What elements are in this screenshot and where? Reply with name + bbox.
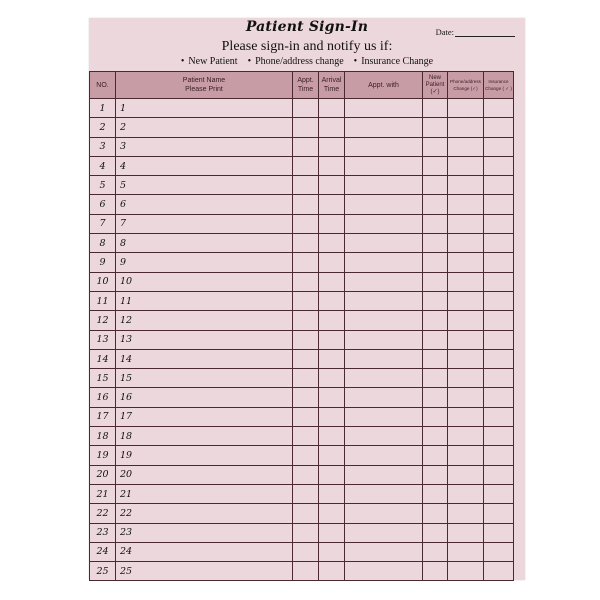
row-number: 10 <box>90 272 116 291</box>
arrival-time-cell[interactable] <box>319 388 345 407</box>
appt-with-cell[interactable] <box>345 118 423 137</box>
patient-name-cell[interactable]: 3 <box>116 137 293 156</box>
insurance-change-check-cell[interactable] <box>484 195 514 214</box>
patient-name-cell[interactable]: 19 <box>116 446 293 465</box>
appt-with-cell[interactable] <box>345 291 423 310</box>
new-patient-check-cell[interactable] <box>423 234 448 253</box>
arrival-time-cell[interactable] <box>319 446 345 465</box>
appt-with-cell[interactable] <box>345 446 423 465</box>
table-row <box>90 427 514 446</box>
appt-time-cell[interactable] <box>293 465 319 484</box>
row-number: 3 <box>90 137 116 156</box>
phone-change-check-cell[interactable] <box>448 427 484 446</box>
row-number: 6 <box>90 195 116 214</box>
row-number: 7 <box>90 214 116 233</box>
arrival-time-cell[interactable] <box>319 176 345 195</box>
notify-reasons <box>89 56 525 67</box>
table-row <box>90 137 514 156</box>
table-row <box>90 156 514 175</box>
insurance-change-check-cell[interactable] <box>484 291 514 310</box>
phone-change-check-cell[interactable] <box>448 176 484 195</box>
arrival-time-cell[interactable] <box>319 99 345 118</box>
arrival-time-cell[interactable] <box>319 156 345 175</box>
arrival-time-cell[interactable] <box>319 465 345 484</box>
arrival-time-cell[interactable] <box>319 195 345 214</box>
row-number: 1 <box>90 99 116 118</box>
row-number: 21 <box>90 484 116 503</box>
new-patient-check-cell[interactable] <box>423 427 448 446</box>
appt-time-cell[interactable] <box>293 272 319 291</box>
insurance-change-check-cell[interactable] <box>484 118 514 137</box>
new-patient-check-cell[interactable] <box>423 484 448 503</box>
patient-name-cell[interactable]: 11 <box>116 291 293 310</box>
appt-with-cell[interactable] <box>345 484 423 503</box>
new-patient-check-cell[interactable] <box>423 465 448 484</box>
insurance-change-check-cell[interactable] <box>484 272 514 291</box>
table-row <box>90 234 514 253</box>
patient-name-cell[interactable]: 1 <box>116 99 293 118</box>
arrival-time-cell[interactable] <box>319 272 345 291</box>
row-number: 20 <box>90 465 116 484</box>
new-patient-check-cell[interactable] <box>423 369 448 388</box>
phone-change-check-cell[interactable] <box>448 214 484 233</box>
appt-with-cell[interactable] <box>345 407 423 426</box>
appt-time-cell[interactable] <box>293 253 319 272</box>
new-patient-check-cell[interactable] <box>423 156 448 175</box>
phone-change-check-cell[interactable] <box>448 272 484 291</box>
appt-with-cell[interactable] <box>345 272 423 291</box>
bullet-new-patient: • New Patient <box>181 56 238 67</box>
appt-time-cell[interactable] <box>293 542 319 561</box>
table-row <box>90 330 514 349</box>
row-number: 8 <box>90 234 116 253</box>
patient-name-cell[interactable]: 7 <box>116 214 293 233</box>
phone-change-check-cell[interactable] <box>448 388 484 407</box>
appt-with-cell[interactable] <box>345 156 423 175</box>
appt-with-cell[interactable] <box>345 349 423 368</box>
new-patient-check-cell[interactable] <box>423 137 448 156</box>
phone-change-check-cell[interactable] <box>448 311 484 330</box>
row-number: 25 <box>90 562 116 581</box>
arrival-time-cell[interactable] <box>319 523 345 542</box>
appt-with-cell[interactable] <box>345 311 423 330</box>
phone-change-check-cell[interactable] <box>448 465 484 484</box>
patient-name-cell[interactable]: 2 <box>116 118 293 137</box>
phone-change-check-cell[interactable] <box>448 291 484 310</box>
appt-with-cell[interactable] <box>345 195 423 214</box>
phone-change-check-cell[interactable] <box>448 234 484 253</box>
patient-name-cell[interactable]: 20 <box>116 465 293 484</box>
patient-name-cell[interactable]: 18 <box>116 427 293 446</box>
new-patient-check-cell[interactable] <box>423 523 448 542</box>
arrival-time-cell[interactable] <box>319 311 345 330</box>
patient-name-cell[interactable]: 12 <box>116 311 293 330</box>
new-patient-check-cell[interactable] <box>423 388 448 407</box>
appt-with-cell[interactable] <box>345 234 423 253</box>
appt-time-cell[interactable] <box>293 427 319 446</box>
patient-name-cell[interactable]: 25 <box>116 562 293 581</box>
arrival-time-cell[interactable] <box>319 542 345 561</box>
row-number: 18 <box>90 427 116 446</box>
patient-name-cell[interactable]: 14 <box>116 349 293 368</box>
appt-with-cell[interactable] <box>345 369 423 388</box>
phone-change-check-cell[interactable] <box>448 504 484 523</box>
appt-time-cell[interactable] <box>293 176 319 195</box>
patient-name-cell[interactable]: 16 <box>116 388 293 407</box>
date-field[interactable] <box>436 27 515 37</box>
patient-name-cell[interactable]: 5 <box>116 176 293 195</box>
table-row <box>90 349 514 368</box>
arrival-time-cell[interactable] <box>319 291 345 310</box>
col-header-no: NO. <box>90 72 116 99</box>
appt-time-cell[interactable] <box>293 137 319 156</box>
col-header-patient-name: Patient Name Please Print <box>116 72 293 99</box>
new-patient-check-cell[interactable] <box>423 562 448 581</box>
patient-name-cell[interactable]: 15 <box>116 369 293 388</box>
appt-time-cell[interactable] <box>293 369 319 388</box>
insurance-change-check-cell[interactable] <box>484 253 514 272</box>
appt-time-cell[interactable] <box>293 311 319 330</box>
patient-name-cell[interactable]: 22 <box>116 504 293 523</box>
row-number: 12 <box>90 311 116 330</box>
patient-name-cell[interactable]: 4 <box>116 156 293 175</box>
appt-time-cell[interactable] <box>293 214 319 233</box>
arrival-time-cell[interactable] <box>319 369 345 388</box>
insurance-change-check-cell[interactable] <box>484 523 514 542</box>
patient-name-cell[interactable]: 13 <box>116 330 293 349</box>
appt-with-cell[interactable] <box>345 542 423 561</box>
row-number: 9 <box>90 253 116 272</box>
arrival-time-cell[interactable] <box>319 407 345 426</box>
row-number: 2 <box>90 118 116 137</box>
table-row <box>90 195 514 214</box>
row-number: 16 <box>90 388 116 407</box>
arrival-time-cell[interactable] <box>319 427 345 446</box>
insurance-change-check-cell[interactable] <box>484 504 514 523</box>
row-number: 4 <box>90 156 116 175</box>
new-patient-check-cell[interactable] <box>423 195 448 214</box>
phone-change-check-cell[interactable] <box>448 137 484 156</box>
arrival-time-cell[interactable] <box>319 214 345 233</box>
phone-change-check-cell[interactable] <box>448 369 484 388</box>
phone-change-check-cell[interactable] <box>448 446 484 465</box>
new-patient-check-cell[interactable] <box>423 311 448 330</box>
row-number: 13 <box>90 330 116 349</box>
appt-time-cell[interactable] <box>293 349 319 368</box>
insurance-change-check-cell[interactable] <box>484 465 514 484</box>
col-header-arrival-time: Arrival Time <box>319 72 345 99</box>
insurance-change-check-cell[interactable] <box>484 311 514 330</box>
table-row <box>90 291 514 310</box>
arrival-time-cell[interactable] <box>319 118 345 137</box>
new-patient-check-cell[interactable] <box>423 291 448 310</box>
appt-with-cell[interactable] <box>345 214 423 233</box>
insurance-change-check-cell[interactable] <box>484 330 514 349</box>
insurance-change-check-cell[interactable] <box>484 369 514 388</box>
table-row <box>90 388 514 407</box>
appt-with-cell[interactable] <box>345 253 423 272</box>
table-row <box>90 523 514 542</box>
phone-change-check-cell[interactable] <box>448 253 484 272</box>
date-label: Date: <box>435 27 454 37</box>
table-row <box>90 253 514 272</box>
table-row <box>90 465 514 484</box>
appt-with-cell[interactable] <box>345 99 423 118</box>
date-line[interactable] <box>455 28 515 37</box>
patient-name-cell[interactable]: 10 <box>116 272 293 291</box>
insurance-change-check-cell[interactable] <box>484 156 514 175</box>
new-patient-check-cell[interactable] <box>423 253 448 272</box>
appt-with-cell[interactable] <box>345 523 423 542</box>
insurance-change-check-cell[interactable] <box>484 349 514 368</box>
appt-time-cell[interactable] <box>293 195 319 214</box>
patient-name-cell[interactable]: 6 <box>116 195 293 214</box>
insurance-change-check-cell[interactable] <box>484 99 514 118</box>
col-header-appt-time: Appt. Time <box>293 72 319 99</box>
appt-with-cell[interactable] <box>345 176 423 195</box>
sign-in-table <box>89 71 514 581</box>
table-header-row <box>90 72 514 99</box>
new-patient-check-cell[interactable] <box>423 176 448 195</box>
row-number: 24 <box>90 542 116 561</box>
arrival-time-cell[interactable] <box>319 234 345 253</box>
arrival-time-cell[interactable] <box>319 484 345 503</box>
row-number: 14 <box>90 349 116 368</box>
new-patient-check-cell[interactable] <box>423 214 448 233</box>
table-row <box>90 118 514 137</box>
insurance-change-check-cell[interactable] <box>484 234 514 253</box>
insurance-change-check-cell[interactable] <box>484 427 514 446</box>
new-patient-check-cell[interactable] <box>423 504 448 523</box>
patient-name-cell[interactable]: 24 <box>116 542 293 561</box>
arrival-time-cell[interactable] <box>319 330 345 349</box>
appt-time-cell[interactable] <box>293 118 319 137</box>
bullet-phone-change: • Phone/address change <box>248 56 344 67</box>
appt-time-cell[interactable] <box>293 562 319 581</box>
row-number: 15 <box>90 369 116 388</box>
appt-time-cell[interactable] <box>293 523 319 542</box>
appt-time-cell[interactable] <box>293 156 319 175</box>
insurance-change-check-cell[interactable] <box>484 137 514 156</box>
new-patient-check-cell[interactable] <box>423 542 448 561</box>
new-patient-check-cell[interactable] <box>423 118 448 137</box>
table-row <box>90 311 514 330</box>
arrival-time-cell[interactable] <box>319 562 345 581</box>
appt-time-cell[interactable] <box>293 446 319 465</box>
table-row <box>90 562 514 581</box>
appt-time-cell[interactable] <box>293 484 319 503</box>
arrival-time-cell[interactable] <box>319 137 345 156</box>
phone-change-check-cell[interactable] <box>448 156 484 175</box>
phone-change-check-cell[interactable] <box>448 562 484 581</box>
bullet-insurance-change: • Insurance Change <box>354 56 433 67</box>
patient-name-cell[interactable]: 23 <box>116 523 293 542</box>
appt-with-cell[interactable] <box>345 388 423 407</box>
row-number: 17 <box>90 407 116 426</box>
new-patient-check-cell[interactable] <box>423 99 448 118</box>
appt-time-cell[interactable] <box>293 504 319 523</box>
row-number: 5 <box>90 176 116 195</box>
col-header-insurance-change: Insurance Change ( ✓ ) <box>484 72 514 99</box>
patient-name-cell[interactable]: 9 <box>116 253 293 272</box>
appt-with-cell[interactable] <box>345 562 423 581</box>
appt-time-cell[interactable] <box>293 407 319 426</box>
new-patient-check-cell[interactable] <box>423 446 448 465</box>
row-number: 19 <box>90 446 116 465</box>
new-patient-check-cell[interactable] <box>423 330 448 349</box>
col-header-appt-with: Appt. with <box>345 72 423 99</box>
table-row <box>90 272 514 291</box>
appt-time-cell[interactable] <box>293 291 319 310</box>
row-number: 23 <box>90 523 116 542</box>
insurance-change-check-cell[interactable] <box>484 446 514 465</box>
col-header-phone-change: Phone/address Change (✓) <box>448 72 484 99</box>
new-patient-check-cell[interactable] <box>423 407 448 426</box>
phone-change-check-cell[interactable] <box>448 407 484 426</box>
insurance-change-check-cell[interactable] <box>484 542 514 561</box>
table-row <box>90 176 514 195</box>
phone-change-check-cell[interactable] <box>448 118 484 137</box>
insurance-change-check-cell[interactable] <box>484 176 514 195</box>
appt-time-cell[interactable] <box>293 234 319 253</box>
new-patient-check-cell[interactable] <box>423 272 448 291</box>
arrival-time-cell[interactable] <box>319 253 345 272</box>
appt-with-cell[interactable] <box>345 465 423 484</box>
patient-name-cell[interactable]: 8 <box>116 234 293 253</box>
phone-change-check-cell[interactable] <box>448 195 484 214</box>
phone-change-check-cell[interactable] <box>448 349 484 368</box>
new-patient-check-cell[interactable] <box>423 349 448 368</box>
table-row <box>90 504 514 523</box>
appt-with-cell[interactable] <box>345 137 423 156</box>
table-row <box>90 369 514 388</box>
phone-change-check-cell[interactable] <box>448 484 484 503</box>
insurance-change-check-cell[interactable] <box>484 484 514 503</box>
table-row <box>90 214 514 233</box>
phone-change-check-cell[interactable] <box>448 99 484 118</box>
row-number: 22 <box>90 504 116 523</box>
insurance-change-check-cell[interactable] <box>484 562 514 581</box>
phone-change-check-cell[interactable] <box>448 330 484 349</box>
patient-name-cell[interactable]: 17 <box>116 407 293 426</box>
appt-time-cell[interactable] <box>293 99 319 118</box>
appt-with-cell[interactable] <box>345 330 423 349</box>
table-row <box>90 484 514 503</box>
arrival-time-cell[interactable] <box>319 349 345 368</box>
row-number: 11 <box>90 291 116 310</box>
insurance-change-check-cell[interactable] <box>484 407 514 426</box>
appt-time-cell[interactable] <box>293 330 319 349</box>
insurance-change-check-cell[interactable] <box>484 388 514 407</box>
phone-change-check-cell[interactable] <box>448 542 484 561</box>
sign-in-sheet <box>89 18 525 580</box>
table-row <box>90 542 514 561</box>
appt-with-cell[interactable] <box>345 504 423 523</box>
arrival-time-cell[interactable] <box>319 504 345 523</box>
appt-with-cell[interactable] <box>345 427 423 446</box>
table-row <box>90 446 514 465</box>
page-title: Patient Sign-In <box>245 19 369 35</box>
col-header-new-patient: New Patient (✓) <box>423 72 448 99</box>
patient-name-cell[interactable]: 21 <box>116 484 293 503</box>
table-row <box>90 99 514 118</box>
appt-time-cell[interactable] <box>293 388 319 407</box>
insurance-change-check-cell[interactable] <box>484 214 514 233</box>
table-row <box>90 407 514 426</box>
subtitle: Please sign-in and notify us if: <box>221 39 393 54</box>
phone-change-check-cell[interactable] <box>448 523 484 542</box>
